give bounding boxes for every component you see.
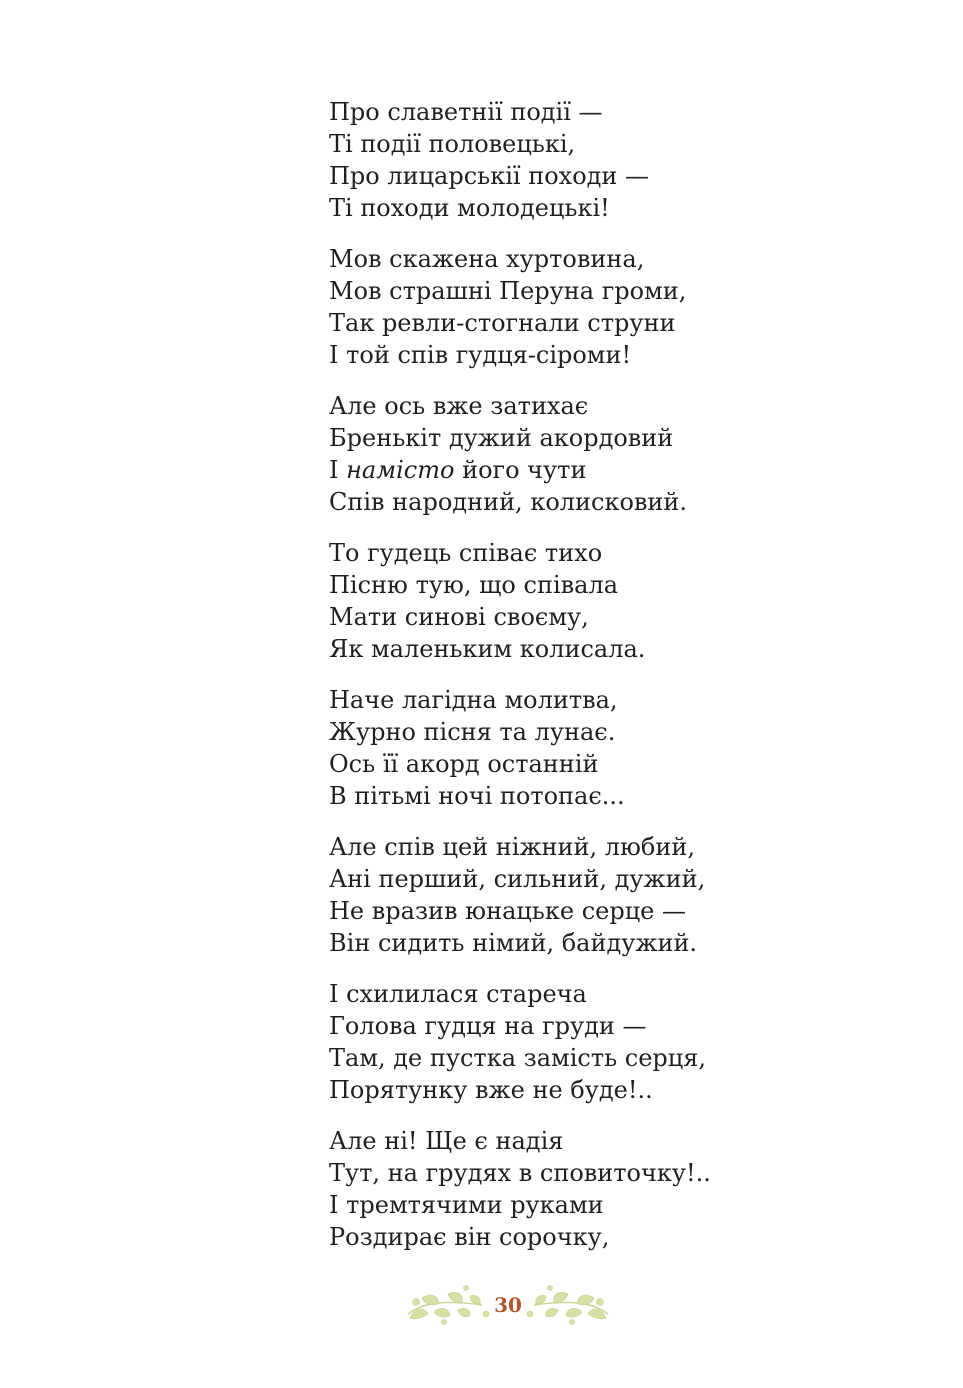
poem-line: Мов скажена хуртовина,: [329, 245, 645, 273]
poem-line: Він сидить німий, байдужий.: [329, 929, 698, 957]
poem-line: Голова гудця на груди —: [329, 1012, 647, 1040]
line-text: І: [329, 456, 347, 484]
poem-line: Про лицарськії походи —: [329, 162, 650, 190]
page-number: 30: [494, 1293, 522, 1317]
page-footer: [404, 1284, 612, 1326]
poem-line: Мов страшні Перуна громи,: [329, 277, 687, 305]
poem-line: Журно пісня та лунає.: [329, 718, 616, 746]
poem-line: Тут, на грудях в сповиточку!..: [329, 1159, 711, 1187]
poem-line: Роздирає він сорочку,: [329, 1223, 610, 1251]
poem-line: Пісню тую, що співала: [329, 571, 618, 599]
poem-line: Ті походи молодецькі!: [329, 194, 610, 222]
poem-line: Наче лагідна молитва,: [329, 686, 618, 714]
poem-line: Бренькіт дужий акордовий: [329, 424, 674, 452]
poem-line: Так ревли-стогнали струни: [329, 309, 676, 337]
poem-line: Спів народний, колисковий.: [329, 488, 688, 516]
poem-line: І той спів гудця-сіроми!: [329, 341, 632, 369]
poem-line: Мати синові своєму,: [329, 603, 589, 631]
poem-line: Там, де пустка замість серця,: [329, 1044, 706, 1072]
poem-line: І тремтячими руками: [329, 1191, 604, 1219]
poem-line: Але ось вже затихає: [329, 392, 589, 420]
line-text: його чути: [454, 456, 587, 484]
italic-word: намісто: [346, 456, 455, 484]
stanza: [329, 978, 929, 1106]
poem-line: Не вразив юнацьке серце —: [329, 897, 686, 925]
poem-line: І схилилася стареча: [329, 980, 587, 1008]
poem-line: Ані перший, сильний, дужий,: [329, 865, 706, 893]
stanza: [329, 684, 929, 812]
poem-line: То гудець співає тихо: [329, 539, 603, 567]
stanza: [329, 831, 929, 959]
poem-line: Ті події половецькі,: [329, 130, 576, 158]
poem-line: В пітьмі ночі потопає...: [329, 782, 625, 810]
poem-line: Про славетнії події —: [329, 98, 603, 126]
stanza: [329, 537, 929, 665]
poem-line: Як маленьким колисала.: [329, 635, 646, 663]
stanza: [329, 390, 929, 518]
poem-line: Порятунку вже не буде!..: [329, 1076, 653, 1104]
poem-line: Але спів цей ніжний, любий,: [329, 833, 695, 861]
poem-line: Але ні! Ще є надія: [329, 1127, 564, 1155]
poem-line-with-italic: [329, 454, 929, 486]
poem: [329, 96, 929, 1272]
stanza: [329, 1125, 929, 1253]
poem-line: Ось її акорд останній: [329, 750, 599, 778]
stanza: [329, 96, 929, 224]
stanza: [329, 243, 929, 371]
